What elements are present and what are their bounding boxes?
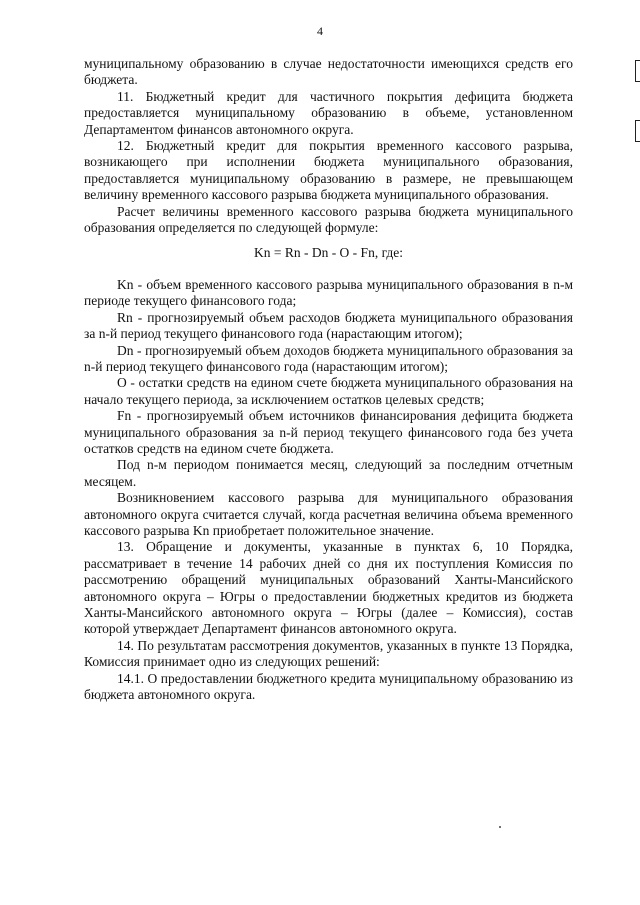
definition-kn: Kn - объем временного кассового разрыва муниципального образования в n-м периоде текущего финансового года;	[84, 276, 573, 309]
clause-14: 14. По результатам рассмотрения документов, указанных в пункте 13 Порядка, Комиссия принимает одно из следующих решений:	[84, 637, 573, 670]
cash-gap-definition: Возникновением кассового разрыва для муниципального образования автономного округа считается случай, когда расчетная величина объема временного кассового разрыва Kn приобретает положительное значение.	[84, 490, 573, 538]
definition-o: O - остатки средств на едином счете бюджета муниципального образования на начало текущего периода, за исключением остатков целевых средств;	[84, 375, 573, 407]
document-body	[84, 56, 573, 703]
page-number: 4	[317, 24, 323, 38]
period-definition: Под n-м периодом понимается месяц, следующий за последним отчетным месяцем.	[84, 457, 573, 489]
definition-fn: Fn - прогнозируемый объем источников финансирования дефицита бюджета муниципального образования за n-й период текущего финансового года без учета остатков средств на едином счете бюджета.	[84, 408, 573, 456]
paragraph: Расчет величины временного кассового разрыва бюджета муниципального образования определяется по следующей формуле:	[84, 203, 573, 236]
definition-rn: Rn - прогнозируемый объем расходов бюджета муниципального образования за n-й период текущего финансового года (нарастающим итогом);	[84, 309, 573, 342]
paragraph: 12. Бюджетный кредит для покрытия временного кассового разрыва, возникающего при исполнении бюджета муниципального образования, предоставляется муниципальному образованию в размере, не превышающем величину временного кассового разрыва бюджета муниципального образования.	[84, 138, 573, 203]
scan-speck	[499, 826, 501, 828]
formula: Kn = Rn - Dn - O - Fn, где:	[253, 245, 404, 261]
clause-14-1: 14.1. О предоставлении бюджетного кредита муниципальному образованию из бюджета автономного округа.	[84, 670, 573, 703]
definition-dn: Dn - прогнозируемый объем доходов бюджета муниципального образования за n-й период текущего финансового года (нарастающим итогом);	[84, 342, 573, 374]
paragraph: муниципальному образованию в случае недостаточности имеющихся средств его бюджета.	[84, 56, 573, 88]
binding-mark	[635, 60, 640, 82]
paragraph: 11. Бюджетный кредит для частичного покрытия дефицита бюджета предоставляется муниципальному образованию в объеме, установленном Департаментом финансов автономного округа.	[84, 88, 573, 137]
binding-mark	[635, 120, 640, 142]
clause-13: 13. Обращение и документы, указанные в пунктах 6, 10 Порядка, рассматривает в течение 14 рабочих дней со дня их поступления Комиссия по рассмотрению обращений муниципальных образований Ханты-Мансийского автономного округа – Югры о предоставлении бюджетных кредитов из бюджета Ханты-Мансийского автономного округа – Югры (далее – Комиссия), состав которой утверждает Департамент финансов автономного округа.	[84, 539, 573, 637]
